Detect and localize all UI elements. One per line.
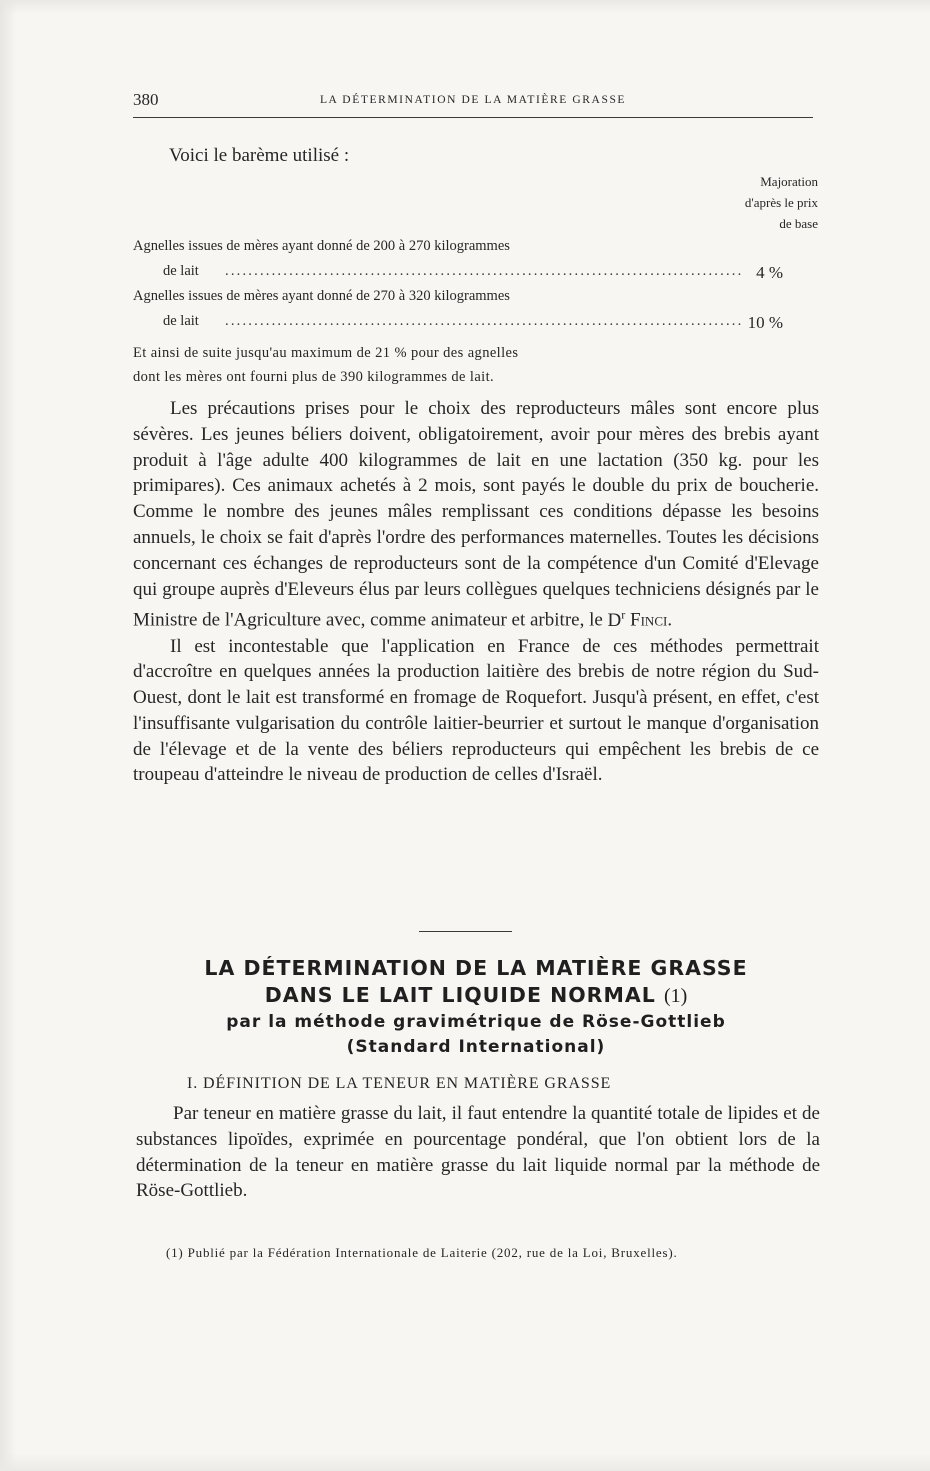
schedule-row-line <box>133 259 823 284</box>
section-divider <box>419 931 512 932</box>
doctor-sup: r <box>621 607 626 622</box>
section-title-line: LA DÉTERMINATION DE LA MATIÈRE GRASSE <box>204 956 748 980</box>
schedule-row-continuation: de lait <box>163 313 199 329</box>
paragraph-text: Les précautions prises pour le choix des reproducteurs mâles sont encore plus sévères. Les jeunes béliers doivent, obligatoirement, avoir pour mères des brebis ayant produit à l'âge adulte 400 kilogrammes de lait en une lactation (350 kg. pour les primipares). Ces animaux achetés à 2 mois, sont payés le double du prix de boucherie. Comme le nombre des jeunes mâles remplissant ces conditions dépasse les besoins annuels, le choix se fait d'après l'ordre des performances maternelles. Toutes les décisions concernant ces échanges de reproducteurs sont de la compétence d'un Comité d'Elevage qui groupe auprès d'Eleveurs élus par leurs collègues quelques techniciens désignés par le Ministre de l'Agriculture avec, comme animateur et arbitre, le <box>133 398 819 631</box>
schedule-row-continuation: de lait <box>163 263 199 279</box>
scan-edge-bottom <box>0 1453 930 1471</box>
schedule-note-line: Et ainsi de suite jusqu'au maximum de 21 % pour des agnelles <box>133 345 519 361</box>
scan-edge-top <box>0 0 930 14</box>
running-title: LA DÉTERMINATION DE LA MATIÈRE GRASSE <box>319 94 627 106</box>
schedule-row-value: 4 % <box>756 263 783 282</box>
body-text <box>133 396 819 788</box>
paragraph: Par teneur en matière grasse du lait, il faut entendre la quantité totale de lipides et de substances lipoïdes, exprimée en pourcentage pondéral, que l'on obtient lors de la détermination de la teneur en matière grasse du lait liquide normal par la méthode de Röse-Gottlieb. <box>136 1103 820 1202</box>
schedule-note <box>133 341 823 389</box>
footnote-text: (1) Publié par la Fédération Internationale de Laiterie (202, rue de la Loi, Bruxelles). <box>166 1245 678 1260</box>
paragraph: Il est incontestable que l'application en France de ces méthodes permettrait d'accroître en quelques années la production laitière des brebis de notre région du Sud-Ouest, dont le lait est transformé en fromage de Roquefort. Jusqu'à présent, en effet, c'est l'insuffisante vulgarisation du contrôle laitier-beurrier et surtout le manque d'organisation de l'élevage et de la vente des béliers reproducteurs qui empêchent les brebis de ce troupeau d'atteindre le niveau de production de celles d'Israël. <box>133 635 819 786</box>
footnote <box>136 1242 820 1263</box>
intro-line: Voici le barème utilisé : <box>169 145 350 166</box>
schedule-row-line <box>133 309 823 334</box>
subheading: I. DÉFINITION DE LA TENEUR EN MATIÈRE GRASSE <box>187 1075 612 1092</box>
schedule-note-line: dont les mères ont fourni plus de 390 kilogrammes de lait. <box>133 369 495 385</box>
section-title-text: DANS LE LAIT LIQUIDE NORMAL <box>264 983 656 1007</box>
paragraph <box>133 396 819 634</box>
header-rule <box>133 117 813 118</box>
schedule-row-value: 10 % <box>747 313 783 332</box>
column-head-line: de base <box>779 216 818 231</box>
scan-edge-left <box>0 0 16 1471</box>
schedule-row-line: Agnelles issues de mères ayant donné de 200 à 270 kilogrammes <box>133 238 510 254</box>
doctor-name: Finci. <box>630 609 673 631</box>
section-subtitle-line: par la méthode gravimétrique de Röse-Gottlieb <box>226 1012 726 1032</box>
column-head-line: d'après le prix <box>744 195 818 210</box>
leader-dots: ......................................................................................... <box>225 313 744 329</box>
page-number: 380 <box>133 90 159 109</box>
schedule-row-line: Agnelles issues de mères ayant donné de 270 à 320 kilogrammes <box>133 288 510 304</box>
section-subtitle-line: (Standard International) <box>346 1037 606 1057</box>
schedule-table <box>133 234 823 389</box>
section-title-line <box>133 982 819 1010</box>
leader-dots: ......................................................................................... <box>225 263 744 279</box>
footnote-reference: (1) <box>663 985 688 1007</box>
section-title <box>133 955 819 1060</box>
schedule-column-head <box>672 171 818 234</box>
running-header <box>133 90 813 114</box>
doctor-abbr: D <box>607 609 622 631</box>
doctor-title <box>607 607 626 631</box>
definition-text <box>136 1101 820 1204</box>
column-head-line: Majoration <box>760 174 818 189</box>
